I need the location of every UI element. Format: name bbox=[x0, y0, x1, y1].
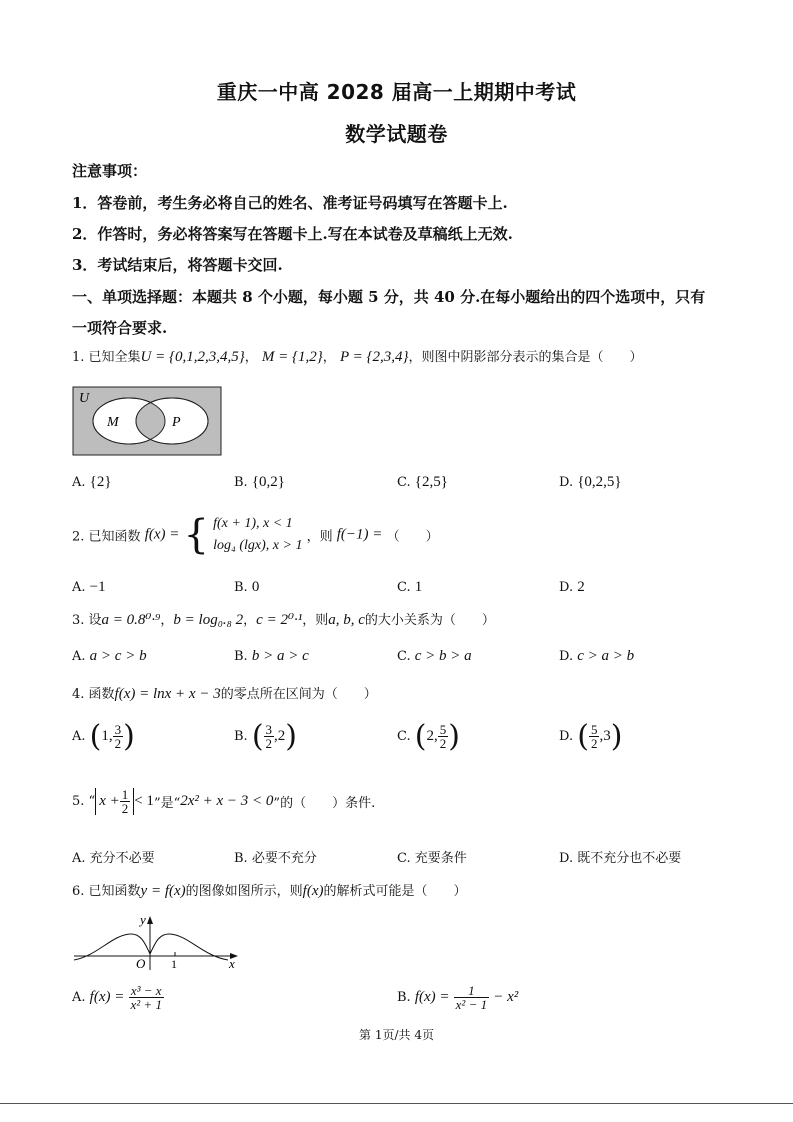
q6-fx: f(x) bbox=[302, 883, 324, 899]
q1-set-u: U = {0,1,2,3,4,5} bbox=[140, 349, 245, 365]
exam-title: 重庆一中高 2028 届高一上期期中考试 bbox=[216, 80, 577, 104]
q3-c: c = 2⁰·¹ bbox=[256, 612, 303, 628]
q3-option-c[interactable]: C. c > b > a bbox=[397, 648, 472, 664]
q4-option-b[interactable]: B. ( $\frac{3}{2}$ ,2) bbox=[234, 719, 298, 754]
q6-option-a[interactable]: A. f(x) = $\frac{\text{x³ − x}}{\text{x² + 1}}$ bbox=[72, 983, 162, 1012]
tick-label-1: 1 bbox=[171, 957, 177, 971]
q6-suffix: 的解析式可能是（ ） bbox=[323, 884, 467, 899]
q1-set-p: P = {2,3,4} bbox=[339, 349, 409, 365]
q2-case-1: f(x + 1), x < 1 bbox=[213, 516, 293, 531]
q2-option-b[interactable]: B. 0 bbox=[234, 579, 260, 595]
q3-mid: ，则 bbox=[302, 613, 329, 628]
q6-expr: y = f(x) bbox=[140, 883, 186, 899]
q5-num: 1 bbox=[121, 787, 129, 802]
q2-suffix: ，则 bbox=[306, 529, 333, 545]
page-number: 第 1页/共 4页 bbox=[359, 1028, 434, 1042]
q5-den: 2 bbox=[121, 801, 129, 816]
question-3 bbox=[72, 609, 495, 629]
q5-suffix: ”的（ ）条件. bbox=[273, 796, 376, 811]
q2-lhs: f(x) = bbox=[144, 526, 180, 543]
q1-set-m: M = {1,2} bbox=[261, 349, 323, 365]
q5-abs-x: x + bbox=[99, 793, 120, 809]
notice-item: 1．答卷前，考生务必将自己的姓名、准考证号码填写在答题卡上. bbox=[72, 194, 508, 212]
section-heading-cont: 一项符合要求. bbox=[72, 319, 168, 337]
q3-prefix: 3. 设 bbox=[72, 613, 102, 628]
exam-subtitle: 数学试题卷 bbox=[345, 122, 448, 146]
question-4 bbox=[72, 683, 377, 703]
q3-option-b[interactable]: B. b > a > c bbox=[234, 648, 309, 664]
venn-diagram bbox=[72, 386, 222, 456]
q6-mid: 的图像如图所示，则 bbox=[185, 884, 303, 899]
x-label: x bbox=[229, 956, 235, 971]
q3-option-d[interactable]: D. c > a > b bbox=[559, 648, 635, 664]
question-6 bbox=[72, 880, 467, 900]
q5-lt1: < 1 bbox=[134, 793, 154, 809]
notice-item: 2．作答时，务必将答案写在答题卡上.写在本试卷及草稿纸上无效. bbox=[72, 225, 513, 243]
function-graph bbox=[72, 910, 242, 972]
q6-option-b[interactable]: B. f(x) = $\frac{1}{\text{x² − 1}}$ − x² bbox=[397, 983, 519, 1012]
label-p: P bbox=[172, 415, 181, 430]
q4-option-c[interactable]: C. (2, $\frac{5}{2}$ ) bbox=[397, 719, 460, 754]
q1-prefix: 1. 已知全集 bbox=[72, 350, 141, 365]
q3-option-a[interactable]: A. a > c > b bbox=[72, 648, 147, 664]
q1-option-b[interactable]: B. {0,2} bbox=[234, 474, 285, 490]
q3-sep: ， bbox=[243, 613, 257, 628]
label-m: M bbox=[107, 415, 119, 430]
q2-case-2: log₄ (lgx), x > 1 bbox=[213, 538, 303, 553]
q1-option-d[interactable]: D. {0,2,5} bbox=[559, 474, 622, 490]
q2-blank: （ ） bbox=[386, 529, 439, 545]
q5-mid: ”是“ bbox=[153, 796, 181, 811]
bottom-divider bbox=[0, 1103, 793, 1104]
y-label: y bbox=[140, 912, 146, 927]
q1-option-a[interactable]: A. {2} bbox=[72, 474, 112, 490]
q3-b: b = log₀.₈ 2 bbox=[173, 612, 244, 628]
q5-expr2: 2x² + x − 3 < 0 bbox=[180, 793, 274, 809]
q1-suffix: ，则图中阴影部分表示的集合是（ ） bbox=[408, 350, 643, 365]
q2-option-d[interactable]: D. 2 bbox=[559, 579, 585, 595]
q4-prefix: 4. 函数 bbox=[72, 687, 115, 702]
y-axis-arrow bbox=[147, 916, 153, 924]
q2-brace: { bbox=[183, 512, 209, 558]
q2-option-c[interactable]: C. 1 bbox=[397, 579, 423, 595]
question-5 bbox=[72, 788, 375, 815]
question-1 bbox=[72, 346, 642, 366]
q1-sep: ， bbox=[322, 350, 336, 365]
q3-a: a = 0.8⁰·⁹ bbox=[101, 612, 161, 628]
notice-heading: 注意事项： bbox=[72, 162, 148, 180]
q3-suffix: 的大小关系为（ ） bbox=[364, 613, 495, 628]
q3-vars: a, b, c bbox=[328, 612, 365, 628]
origin-label: O bbox=[136, 956, 146, 971]
q1-sep: ， bbox=[244, 350, 258, 365]
q4-option-d[interactable]: D. ( $\frac{5}{2}$ ,3) bbox=[559, 719, 623, 754]
q4-expr: f(x) = lnx + x − 3 bbox=[114, 686, 221, 702]
q4-suffix: 的零点所在区间为（ ） bbox=[220, 687, 377, 702]
q5-prefix: 5. “ bbox=[72, 794, 96, 809]
q1-option-c[interactable]: C. {2,5} bbox=[397, 474, 448, 490]
q4-option-a[interactable]: A. (1, $\frac{3}{2}$ ) bbox=[72, 719, 135, 754]
section-heading: 一、单项选择题：本题共 8 个小题，每小题 5 分，共 40 分.在每小题给出的四个选项中，只有 bbox=[72, 288, 706, 306]
notice-item: 3．考试结束后，将答题卡交回. bbox=[72, 256, 283, 274]
q5-option-b[interactable]: B. 必要不充分 bbox=[234, 851, 317, 866]
q2-ask: f(−1) = bbox=[336, 526, 383, 543]
q2-prefix: 2. 已知函数 bbox=[72, 529, 141, 545]
q5-option-c[interactable]: C. 充要条件 bbox=[397, 851, 467, 866]
q5-option-a[interactable]: A. 充分不必要 bbox=[72, 851, 155, 866]
q2-option-a[interactable]: A. −1 bbox=[72, 579, 106, 595]
q6-prefix: 6. 已知函数 bbox=[72, 884, 141, 899]
q5-option-d[interactable]: D. 既不充分也不必要 bbox=[559, 851, 682, 866]
q3-sep: ， bbox=[160, 613, 174, 628]
label-u: U bbox=[79, 391, 90, 406]
question-2 bbox=[72, 512, 439, 562]
